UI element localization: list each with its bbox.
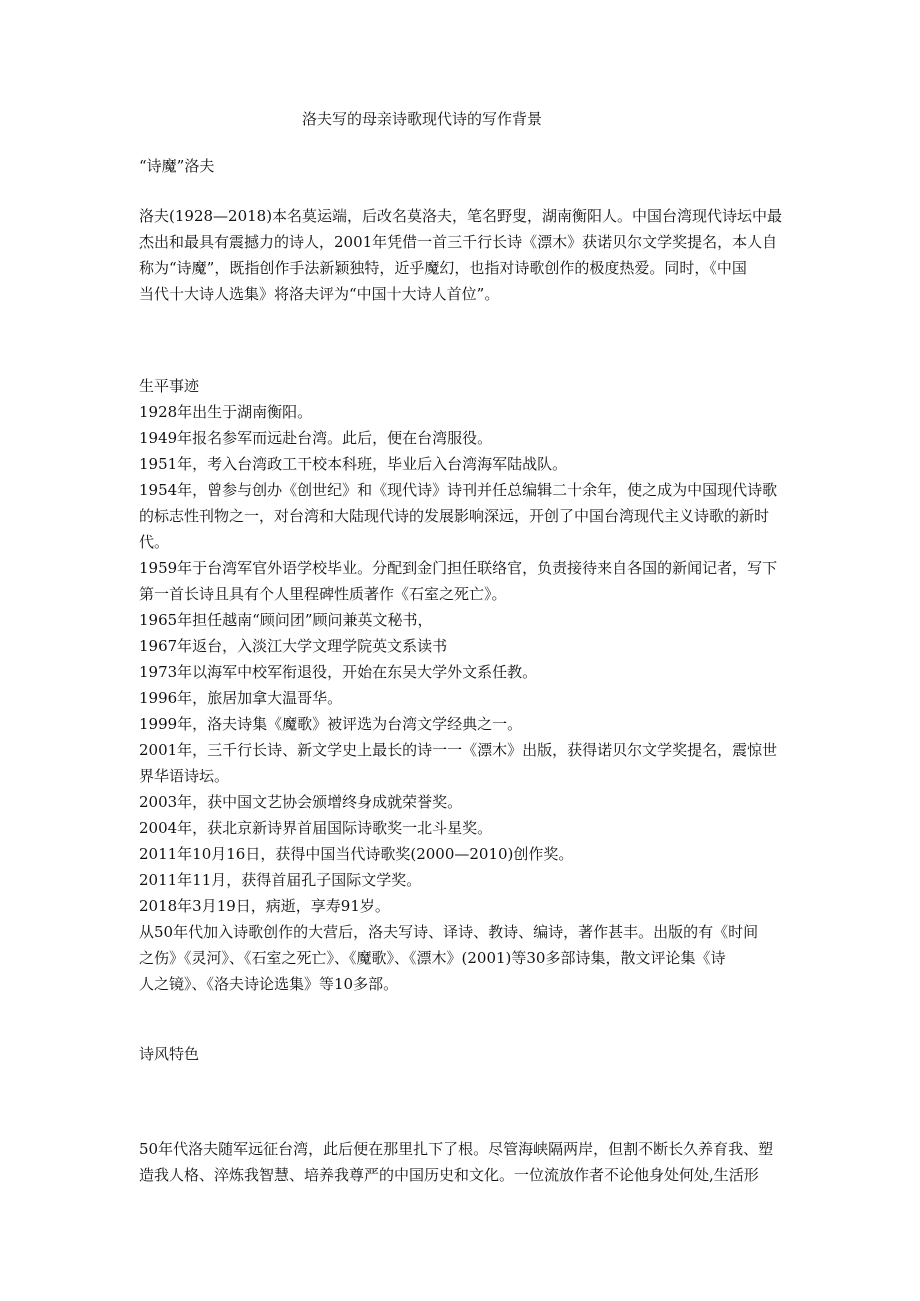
biography-line: 2004年，获北京新诗界首届国际诗歌奖一北斗星奖。 [139, 819, 493, 837]
paragraph-line: 洛夫(1928—2018)本名莫运端，后改名莫洛夫，笔名野叟，湖南衡阳人。中国台湾现代诗坛中最 [139, 207, 783, 225]
biography-line: 2011年10月16日，获得中国当代诗歌奖(2000—2010)创作奖。 [139, 845, 574, 863]
paragraph-line: 造我人格、淬炼我智慧、培养我尊严的中国历史和文化。一位流放作者不论他身处何处,生活形 [139, 1166, 759, 1184]
biography-line: 从50年代加入诗歌创作的大营后，洛夫写诗、译诗、教诗、编诗，著作甚丰。出版的有《时间 [139, 923, 759, 941]
heading-text: 诗风特色 [139, 1045, 200, 1063]
paragraph-line: 50年代洛夫随军远征台湾，此后便在那里扎下了根。尽管海峡隔两岸，但割不断长久养育我、塑 [139, 1140, 774, 1158]
biography-line: 2001年，三千行长诗、新文学史上最长的诗一一《漂木》出版，获得诺贝尔文学奖提名，震惊世 [139, 741, 778, 759]
biography-line: 之伤》《灵河》、《石室之死亡》、《魔歌》、《漂木》(2001)等30多部诗集，散文评论集《诗 [139, 949, 726, 967]
document-title: 洛夫写的母亲诗歌现代诗的写作背景 [301, 110, 542, 128]
style-paragraph [139, 1136, 789, 1188]
biography-line: 1959年于台湾军官外语学校毕业。分配到金门担任联络官，负责接待来自各国的新闻记者，写下 [139, 559, 778, 577]
biography-line: 1999年，洛夫诗集《魔歌》被评选为台湾文学经典之一。 [139, 715, 523, 733]
biography-line: 界华语诗坛。 [139, 767, 230, 785]
biography-line: 1967年返台，入淡江大学文理学院英文系读书 [139, 637, 448, 655]
biography-line: 1973年以海军中校军衔退役，开始在东吴大学外文系任教。 [139, 663, 538, 681]
biography-line: 第一首长诗且具有个人里程碑性质著作《石室之死亡》。 [139, 585, 507, 603]
paragraph-line: 称为“诗魔”，既指创作手法新颖独特，近乎魔幻，也指对诗歌创作的极度热爱。同时，《中国 [139, 259, 747, 277]
biography-line: 人之镜》、《洛夫诗论选集》等10多部。 [139, 975, 399, 993]
section-heading-biography: 生平事迹 [139, 377, 200, 395]
heading-text: “诗魔”洛夫 [139, 157, 215, 175]
biography-line: 1949年报名参军而远赴台湾。此后，便在台湾服役。 [139, 429, 493, 447]
intro-paragraph [139, 203, 789, 307]
paragraph-line: 杰出和最具有震撼力的诗人，2001年凭借一首三千行长诗《漂木》获诺贝尔文学奖提名，本人自 [139, 233, 778, 251]
section-heading-poet [139, 153, 789, 179]
biography-line: 的标志性刊物之一，对台湾和大陆现代诗的发展影响深远，开创了中国台湾现代主义诗歌的新时 [139, 507, 770, 525]
biography-line: 1954年，曾参与创办《创世纪》和《现代诗》诗刊并任总编辑二十余年，使之成为中国现代诗歌 [139, 481, 778, 499]
biography-line: 1951年，考入台湾政工干校本科班，毕业后入台湾海军陆战队。 [139, 455, 568, 473]
biography-line: 2011年11月，获得首届孔子国际文学奖。 [139, 871, 422, 889]
paragraph-line: 当代十大诗人选集》将洛夫评为“中国十大诗人首位”。 [139, 285, 500, 303]
section-heading-style [139, 1041, 789, 1067]
biography-line: 2003年，获中国文艺协会颁增终身成就荣誉奖。 [139, 793, 463, 811]
biography-line: 代。 [139, 533, 170, 551]
biography-line: 2018年3月19日，病逝，享寿91岁。 [139, 897, 390, 915]
biography-line: 1965年担任越南“顾问团”顾问兼英文秘书， [139, 611, 433, 629]
biography-section [139, 373, 789, 997]
biography-line: 1996年，旅居加拿大温哥华。 [139, 689, 343, 707]
biography-line: 1928年出生于湖南衡阳。 [139, 403, 313, 421]
